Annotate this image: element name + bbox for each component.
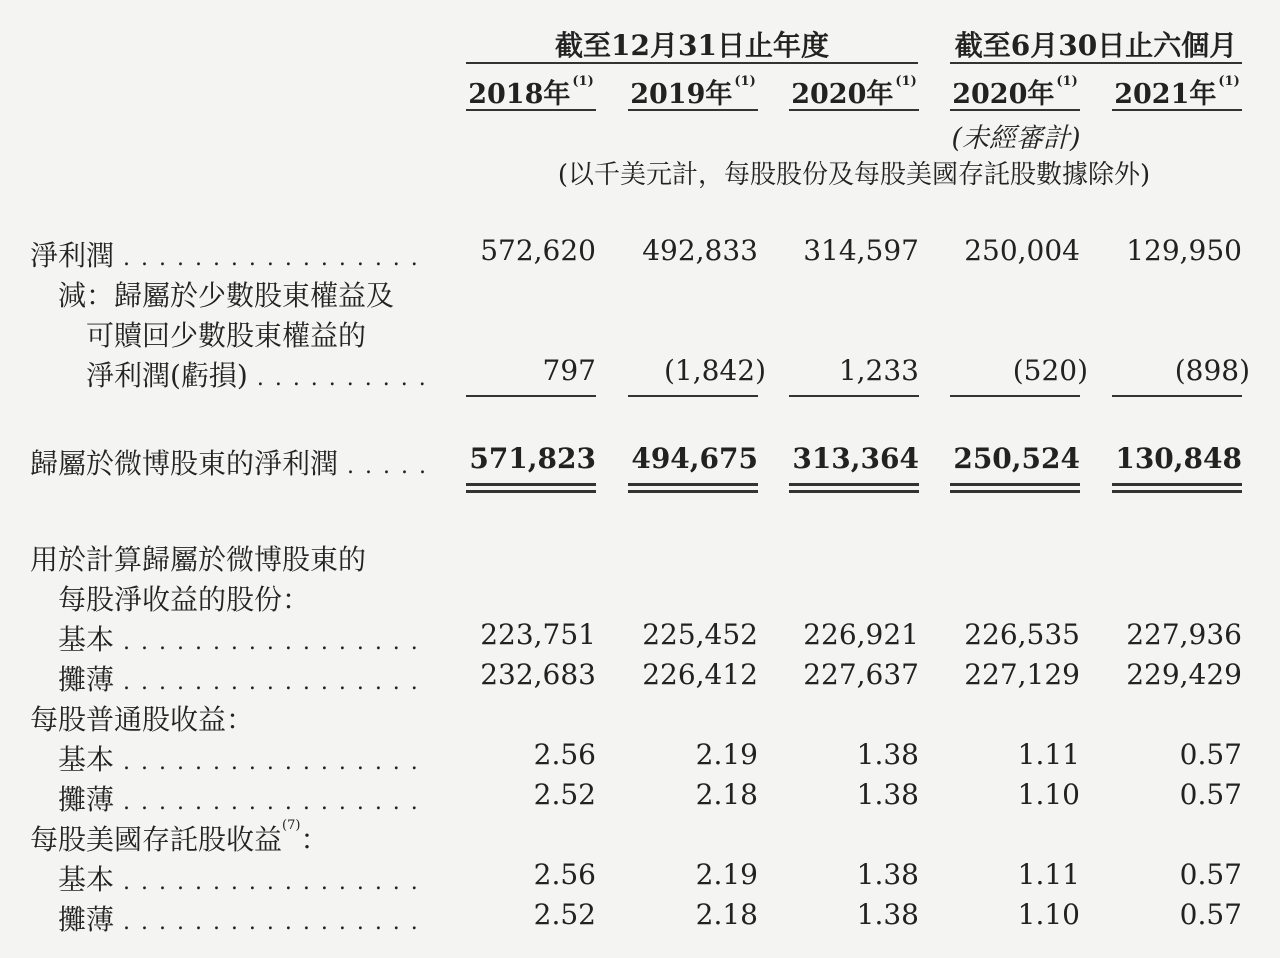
table-row bbox=[0, 354, 1280, 394]
cell-value: 129,950 bbox=[1126, 234, 1242, 267]
year-header-2019: 2019年 $^{(1)}$ bbox=[630, 74, 756, 110]
subtotal-line bbox=[1112, 395, 1242, 397]
cell-value: 1.38 bbox=[856, 738, 919, 771]
year-underline bbox=[628, 109, 758, 111]
year-underline bbox=[466, 109, 596, 111]
total-line bbox=[628, 483, 758, 486]
year-underline bbox=[950, 109, 1080, 111]
total-line bbox=[466, 490, 596, 493]
row-label: 可贖回少數股東權益的 bbox=[86, 319, 367, 352]
row-label: 基本 . . . bbox=[58, 618, 430, 658]
subtotal-line bbox=[628, 395, 758, 397]
cell-value: 226,921 bbox=[803, 618, 919, 651]
cell-value: 2.56 bbox=[533, 858, 596, 891]
cell-value: (520) bbox=[1012, 354, 1088, 387]
year-underline bbox=[789, 109, 919, 111]
table-row bbox=[0, 234, 1280, 274]
cell-value: (1,842) bbox=[663, 354, 766, 387]
table-row bbox=[0, 618, 1280, 658]
year-header-2020-h1: 2020年 $^{(1)}$ bbox=[952, 74, 1078, 110]
cell-value: 225,452 bbox=[642, 618, 758, 651]
row-label: 減：歸屬於少數股東權益及 bbox=[58, 279, 395, 312]
total-line bbox=[789, 490, 919, 493]
cell-value: 1.11 bbox=[1017, 858, 1080, 891]
unaudited-note: (未經審計) bbox=[951, 123, 1081, 154]
cell-value: 1.10 bbox=[1017, 778, 1080, 811]
cell-value: 227,936 bbox=[1126, 618, 1242, 651]
fiscal-year-group-header: 截至12月31日止年度 bbox=[555, 29, 829, 62]
cell-value: 0.57 bbox=[1179, 898, 1242, 931]
cell-value: 797 bbox=[542, 354, 596, 387]
cell-value: 0.57 bbox=[1179, 778, 1242, 811]
cell-value: 2.19 bbox=[695, 738, 758, 771]
cell-value: 313,364 bbox=[792, 442, 919, 475]
cell-value: 2.52 bbox=[533, 898, 596, 931]
cell-value: 250,004 bbox=[964, 234, 1080, 267]
row-label: 淨利潤 . . . bbox=[30, 234, 430, 274]
cell-value: 2.56 bbox=[533, 738, 596, 771]
cell-value: 250,524 bbox=[953, 442, 1080, 475]
cell-value: 314,597 bbox=[803, 234, 919, 267]
cell-value: 0.57 bbox=[1179, 738, 1242, 771]
table-row bbox=[0, 858, 1280, 898]
year-underline bbox=[1112, 109, 1242, 111]
row-label: 基本 . . . bbox=[58, 858, 430, 898]
table-row bbox=[0, 738, 1280, 778]
cell-value: 130,848 bbox=[1115, 442, 1242, 475]
cell-value: 226,535 bbox=[964, 618, 1080, 651]
group-underline-1 bbox=[466, 62, 918, 64]
cell-value: 492,833 bbox=[642, 234, 758, 267]
six-month-group-header: 截至6月30日止六個月 bbox=[954, 29, 1238, 62]
year-header-2020: 2020年 $^{(1)}$ bbox=[791, 74, 917, 110]
row-label: 基本 . . . bbox=[58, 738, 430, 778]
cell-value: 1.11 bbox=[1017, 738, 1080, 771]
group-underline-2 bbox=[950, 62, 1242, 64]
subtotal-line bbox=[466, 395, 596, 397]
row-label: 歸屬於微博股東的淨利潤 . . . bbox=[30, 442, 430, 482]
cell-value: 2.52 bbox=[533, 778, 596, 811]
section-label: 每股美國存託股收益$^{(7)}$： bbox=[30, 818, 329, 856]
cell-value: 223,751 bbox=[480, 618, 596, 651]
total-line bbox=[628, 490, 758, 493]
subtotal-line bbox=[950, 395, 1080, 397]
total-line bbox=[1112, 483, 1242, 486]
cell-value: 571,823 bbox=[469, 442, 596, 475]
total-line bbox=[950, 490, 1080, 493]
year-header-2021-h1: 2021年 $^{(1)}$ bbox=[1114, 74, 1240, 110]
cell-value: 229,429 bbox=[1126, 658, 1242, 691]
row-label: 淨利潤(虧損) . . . bbox=[86, 354, 430, 394]
cell-value: 494,675 bbox=[631, 442, 758, 475]
cell-value: 226,412 bbox=[642, 658, 758, 691]
cell-value: 2.19 bbox=[695, 858, 758, 891]
row-label: 攤薄 . . . bbox=[58, 898, 430, 938]
cell-value: 2.18 bbox=[695, 898, 758, 931]
cell-value: 572,620 bbox=[480, 234, 596, 267]
section-label: 用於計算歸屬於微博股東的 bbox=[30, 543, 367, 576]
cell-value: 1.38 bbox=[856, 778, 919, 811]
cell-value: 1,233 bbox=[838, 354, 919, 387]
section-label: 每股普通股收益： bbox=[30, 703, 255, 736]
cell-value: 1.38 bbox=[856, 858, 919, 891]
total-line bbox=[950, 483, 1080, 486]
cell-value: 227,129 bbox=[964, 658, 1080, 691]
cell-value: 1.10 bbox=[1017, 898, 1080, 931]
table-row-total bbox=[0, 442, 1280, 482]
section-label: 每股淨收益的股份： bbox=[58, 583, 311, 616]
table-row bbox=[0, 898, 1280, 938]
cell-value: (898) bbox=[1174, 354, 1250, 387]
row-label: 攤薄 . . . bbox=[58, 658, 430, 698]
cell-value: 0.57 bbox=[1179, 858, 1242, 891]
cell-value: 227,637 bbox=[803, 658, 919, 691]
total-line bbox=[466, 483, 596, 486]
cell-value: 232,683 bbox=[480, 658, 596, 691]
year-header-2018: 2018年 $^{(1)}$ bbox=[468, 74, 594, 110]
subtotal-line bbox=[789, 395, 919, 397]
total-line bbox=[789, 483, 919, 486]
table-row bbox=[0, 778, 1280, 818]
total-line bbox=[1112, 490, 1242, 493]
table-row bbox=[0, 658, 1280, 698]
row-label: 攤薄 . . . bbox=[58, 778, 430, 818]
units-note: (以千美元計，每股股份及每股美國存託股數據除外) bbox=[557, 160, 1151, 190]
cell-value: 1.38 bbox=[856, 898, 919, 931]
cell-value: 2.18 bbox=[695, 778, 758, 811]
